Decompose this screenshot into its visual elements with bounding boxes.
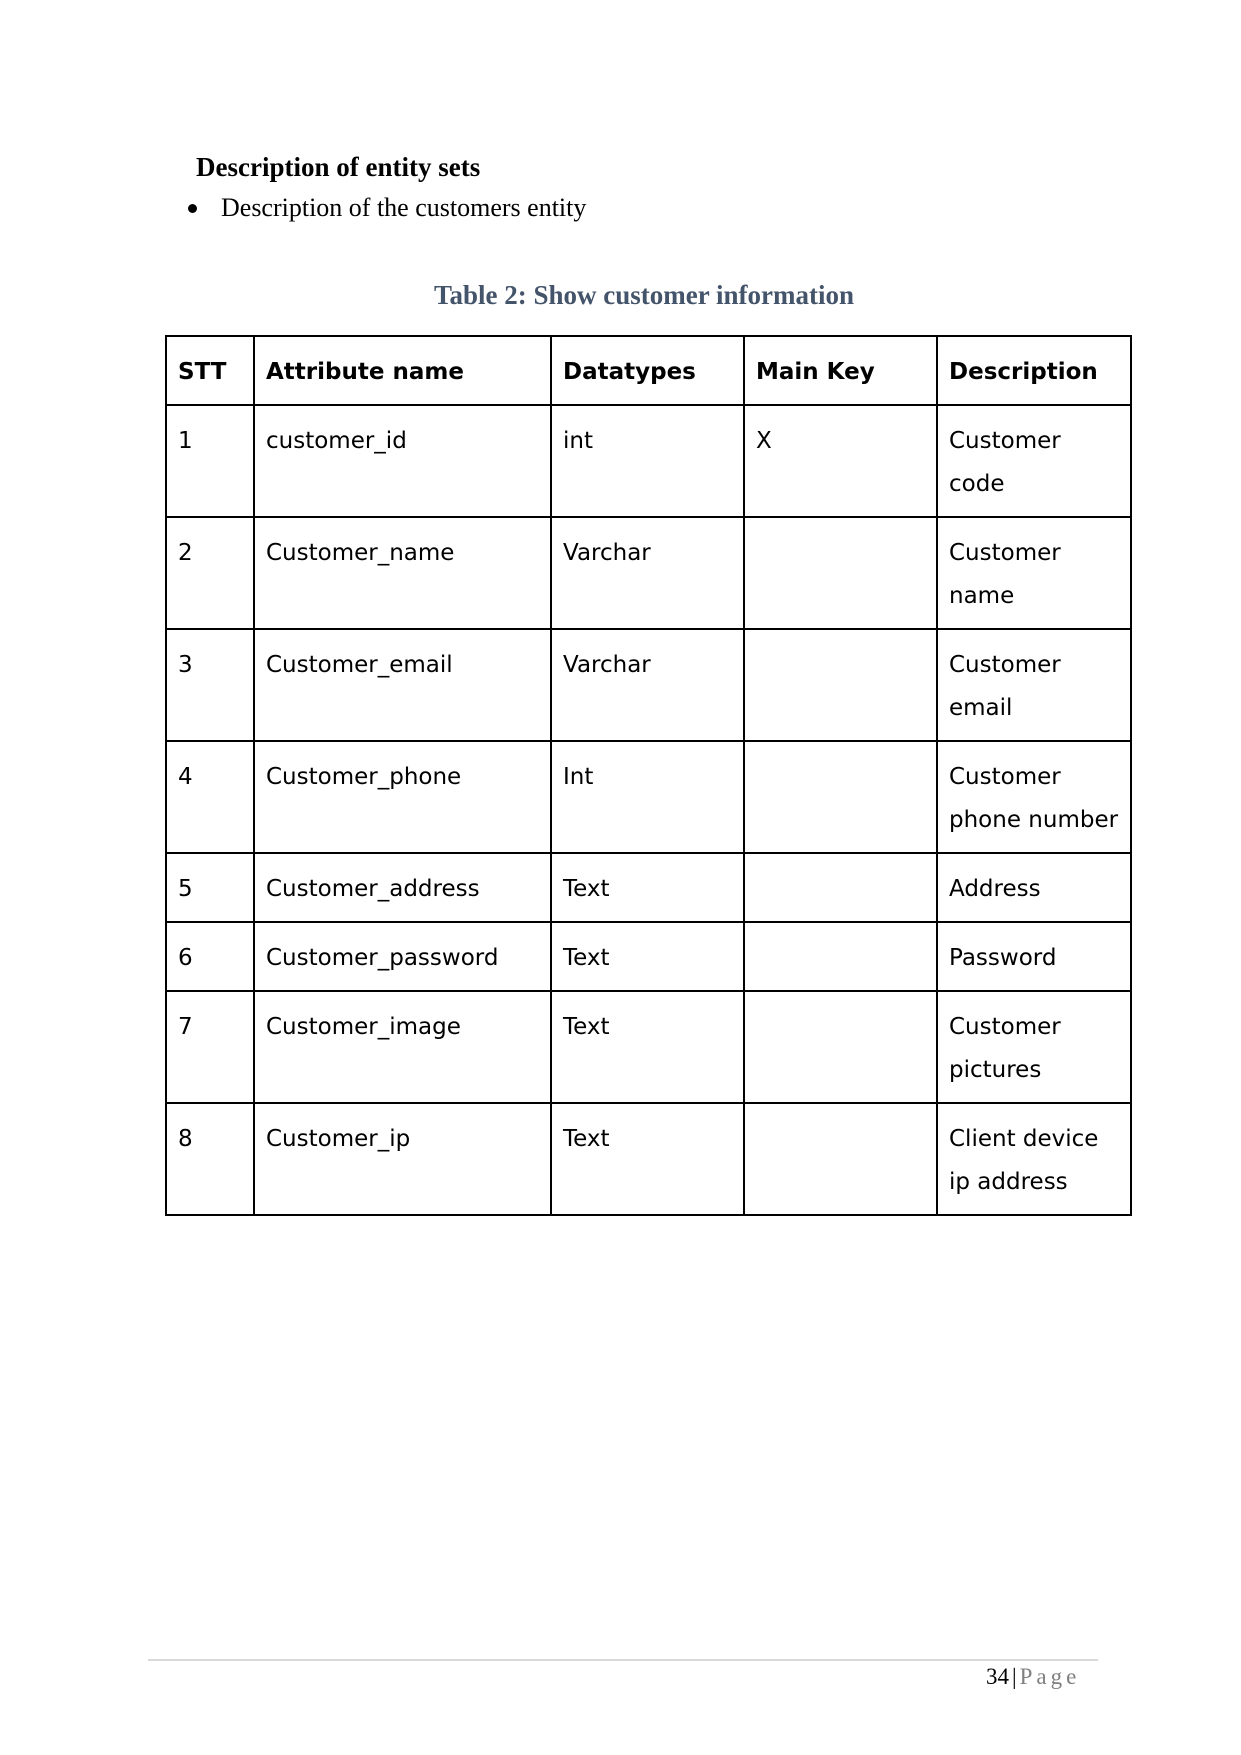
cell-datatype: Varchar bbox=[551, 629, 744, 741]
section-heading: Description of entity sets bbox=[196, 152, 481, 182]
cell-main-key bbox=[744, 517, 937, 629]
page-number: 34 bbox=[986, 1664, 1009, 1689]
table-row bbox=[166, 629, 1131, 741]
header-cell-main-key: Main Key bbox=[744, 336, 937, 405]
table-caption: Table 2: Show customer information bbox=[433, 280, 855, 310]
header-cell-attribute-name: Attribute name bbox=[254, 336, 551, 405]
customer-table bbox=[165, 335, 1132, 1216]
cell-main-key bbox=[744, 741, 937, 853]
header-cell-datatypes: Datatypes bbox=[551, 336, 744, 405]
cell-datatype: Text bbox=[551, 922, 744, 991]
table-row bbox=[166, 991, 1131, 1103]
page-footer bbox=[986, 1662, 1080, 1692]
header-cell-description: Description bbox=[937, 336, 1131, 405]
cell-datatype: Text bbox=[551, 991, 744, 1103]
page-label: Page bbox=[1019, 1664, 1081, 1689]
footer-separator: | bbox=[1012, 1664, 1017, 1689]
cell-attribute-name: Customer_image bbox=[254, 991, 551, 1103]
cell-stt: 2 bbox=[166, 517, 254, 629]
cell-stt: 5 bbox=[166, 853, 254, 922]
bullet-icon bbox=[188, 204, 197, 213]
cell-stt: 1 bbox=[166, 405, 254, 517]
cell-main-key bbox=[744, 991, 937, 1103]
cell-datatype: Text bbox=[551, 853, 744, 922]
cell-main-key bbox=[744, 629, 937, 741]
header-cell-stt: STT bbox=[166, 336, 254, 405]
cell-description: Customer code bbox=[937, 405, 1131, 517]
table-row bbox=[166, 517, 1131, 629]
cell-description: Password bbox=[937, 922, 1131, 991]
cell-stt: 7 bbox=[166, 991, 254, 1103]
table-header-row bbox=[166, 336, 1131, 405]
table-row bbox=[166, 922, 1131, 991]
cell-stt: 3 bbox=[166, 629, 254, 741]
cell-datatype: Text bbox=[551, 1103, 744, 1215]
cell-description: Client device ip address bbox=[937, 1103, 1131, 1215]
cell-description: Customer phone number bbox=[937, 741, 1131, 853]
table-row bbox=[166, 853, 1131, 922]
cell-main-key bbox=[744, 1103, 937, 1215]
cell-main-key bbox=[744, 853, 937, 922]
cell-attribute-name: Customer_ip bbox=[254, 1103, 551, 1215]
footer-divider bbox=[148, 1659, 1098, 1661]
bullet-item bbox=[188, 191, 586, 225]
table-row bbox=[166, 1103, 1131, 1215]
cell-description: Customer pictures bbox=[937, 991, 1131, 1103]
cell-description: Customer name bbox=[937, 517, 1131, 629]
cell-stt: 4 bbox=[166, 741, 254, 853]
bullet-text: Description of the customers entity bbox=[221, 193, 587, 222]
table-row bbox=[166, 741, 1131, 853]
cell-datatype: Varchar bbox=[551, 517, 744, 629]
cell-stt: 8 bbox=[166, 1103, 254, 1215]
cell-main-key: X bbox=[744, 405, 937, 517]
cell-attribute-name: Customer_name bbox=[254, 517, 551, 629]
cell-attribute-name: customer_id bbox=[254, 405, 551, 517]
cell-datatype: Int bbox=[551, 741, 744, 853]
cell-attribute-name: Customer_email bbox=[254, 629, 551, 741]
cell-stt: 6 bbox=[166, 922, 254, 991]
cell-attribute-name: Customer_address bbox=[254, 853, 551, 922]
cell-datatype: int bbox=[551, 405, 744, 517]
table-row bbox=[166, 405, 1131, 517]
cell-attribute-name: Customer_password bbox=[254, 922, 551, 991]
cell-attribute-name: Customer_phone bbox=[254, 741, 551, 853]
cell-description: Address bbox=[937, 853, 1131, 922]
cell-description: Customer email bbox=[937, 629, 1131, 741]
cell-main-key bbox=[744, 922, 937, 991]
